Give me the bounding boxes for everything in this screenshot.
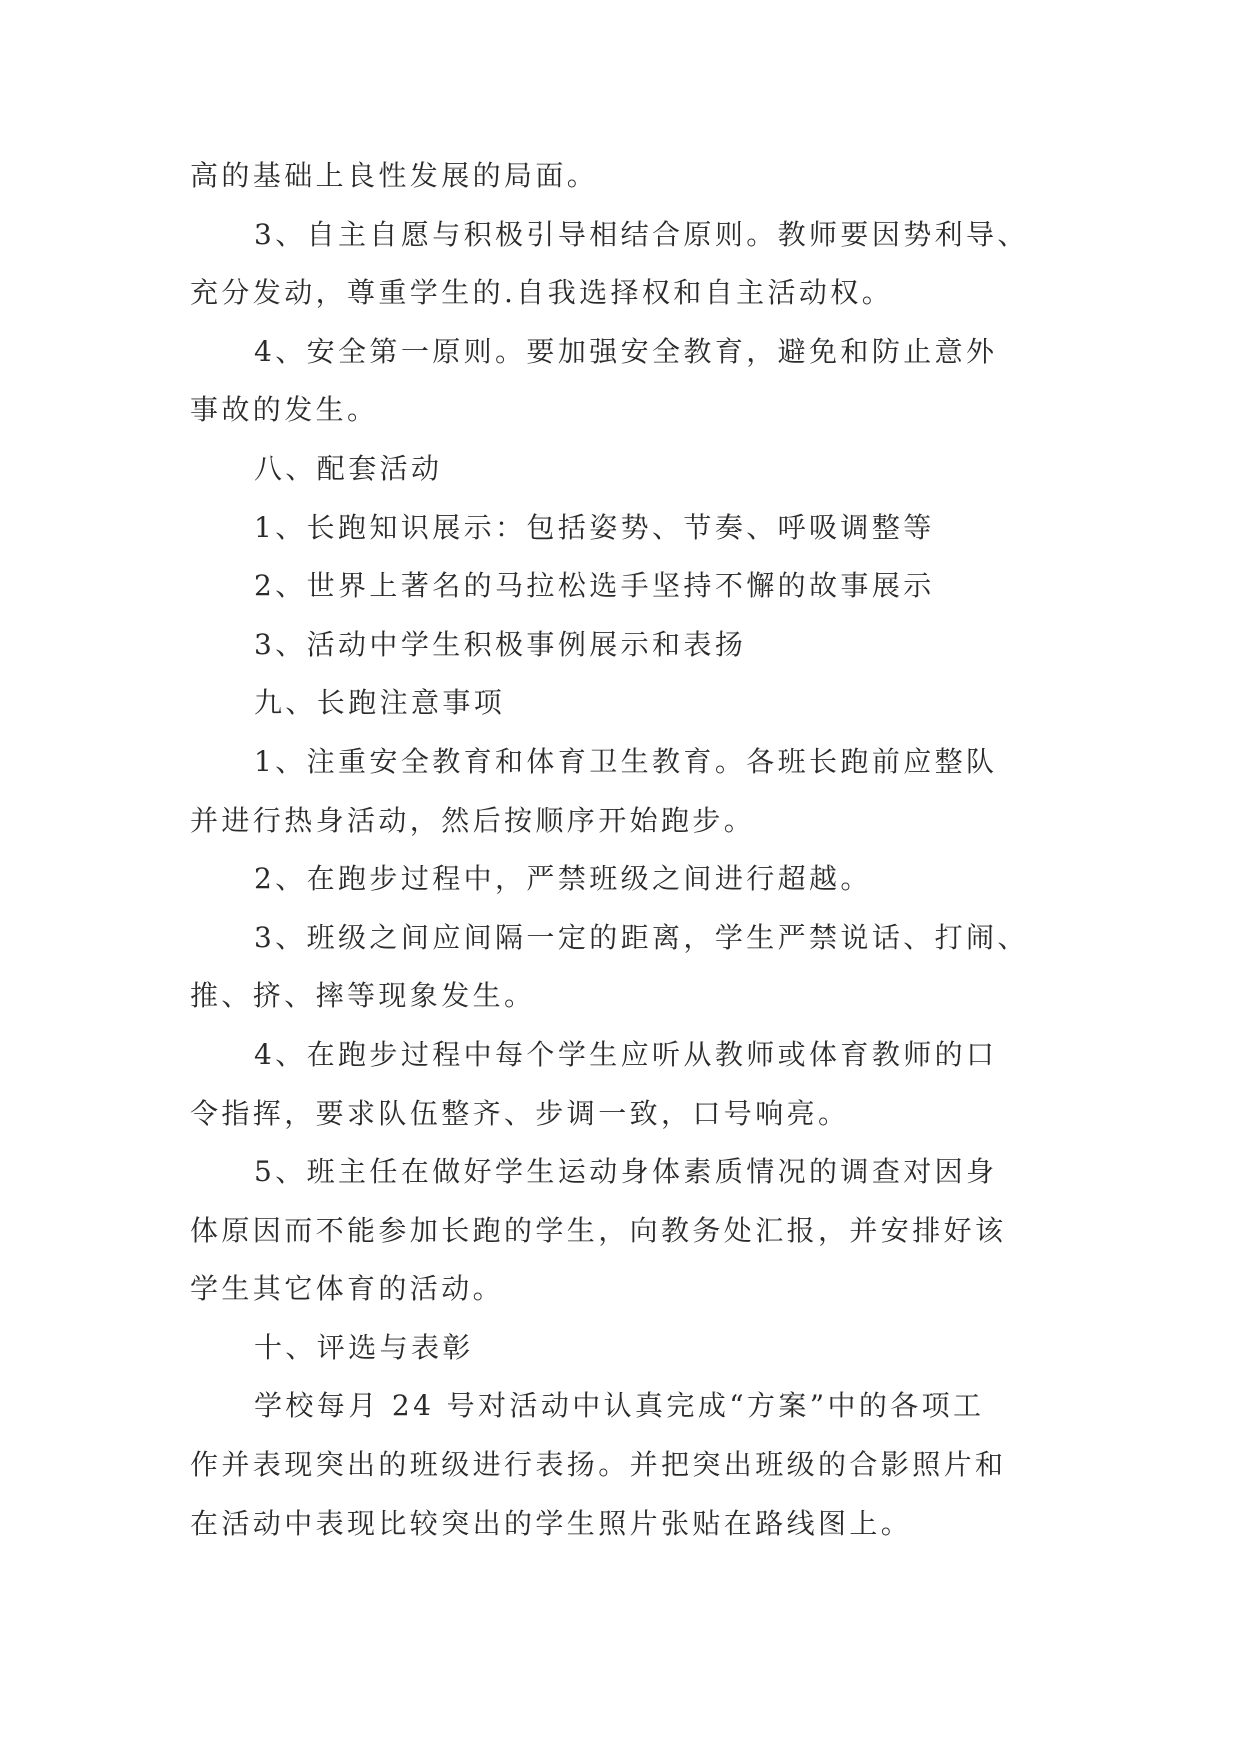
text-line: 学生其它体育的活动。 [190, 1272, 505, 1306]
text-line: 3、活动中学生积极事例展示和表扬 [254, 627, 747, 661]
text-line: 3、班级之间应间隔一定的距离，学生严禁说话、打闹、 [254, 920, 1029, 954]
text-line: 事故的发生。 [190, 393, 379, 427]
section-heading [190, 440, 1052, 499]
text-line: 并进行热身活动，然后按顺序开始跑步。 [190, 803, 756, 837]
text-line: 4、在跑步过程中每个学生应听从教师或体育教师的口 [254, 1037, 998, 1071]
paragraph [190, 1026, 1052, 1143]
text-line: 1、注重安全教育和体育卫生教育。各班长跑前应整队 [254, 744, 998, 778]
text-line: 体原因而不能参加长跑的学生，向教务处汇报，并安排好该 [190, 1213, 1007, 1247]
text-line: 充分发动，尊重学生的.自我选择权和自主活动权。 [190, 276, 894, 310]
text-line: 4、安全第一原则。要加强安全教育，避免和防止意外 [254, 334, 998, 368]
paragraph [190, 147, 1052, 206]
text-line: 高的基础上良性发展的局面。 [190, 159, 599, 192]
list-item [190, 499, 1052, 558]
paragraph [190, 1377, 1052, 1553]
text-line: 十、评选与表彰 [254, 1330, 474, 1364]
text-line: 1、长跑知识展示：包括姿势、节奏、呼吸调整等 [254, 510, 935, 544]
text-line: 学校每月 24 号对活动中认真完成“方案”中的各项工 [254, 1389, 985, 1423]
paragraph [190, 323, 1052, 440]
text-line: 2、在跑步过程中，严禁班级之间进行超越。 [254, 862, 872, 896]
paragraph [190, 850, 1052, 909]
text-line: 3、自主自愿与积极引导相结合原则。教师要因势利导、 [254, 217, 1029, 251]
paragraph [190, 1143, 1052, 1319]
text-line: 令指挥，要求队伍整齐、步调一致，口号响亮。 [190, 1096, 850, 1130]
section-heading [190, 674, 1052, 733]
list-item [190, 557, 1052, 616]
text-line: 推、挤、摔等现象发生。 [190, 979, 536, 1013]
paragraph [190, 909, 1052, 1026]
paragraph [190, 733, 1052, 850]
text-line: 九、长跑注意事项 [254, 686, 506, 720]
document-body [190, 147, 1052, 1553]
text-line: 5、班主任在做好学生运动身体素质情况的调查对因身 [254, 1155, 998, 1189]
text-line: 在活动中表现比较突出的学生照片张贴在路线图上。 [190, 1506, 913, 1540]
paragraph [190, 206, 1052, 323]
list-item [190, 616, 1052, 675]
text-line: 作并表现突出的班级进行表扬。并把突出班级的合影照片和 [190, 1448, 1007, 1482]
text-line: 2、世界上著名的马拉松选手坚持不懈的故事展示 [254, 569, 935, 603]
section-heading [190, 1319, 1052, 1378]
text-line: 八、配套活动 [254, 451, 443, 485]
